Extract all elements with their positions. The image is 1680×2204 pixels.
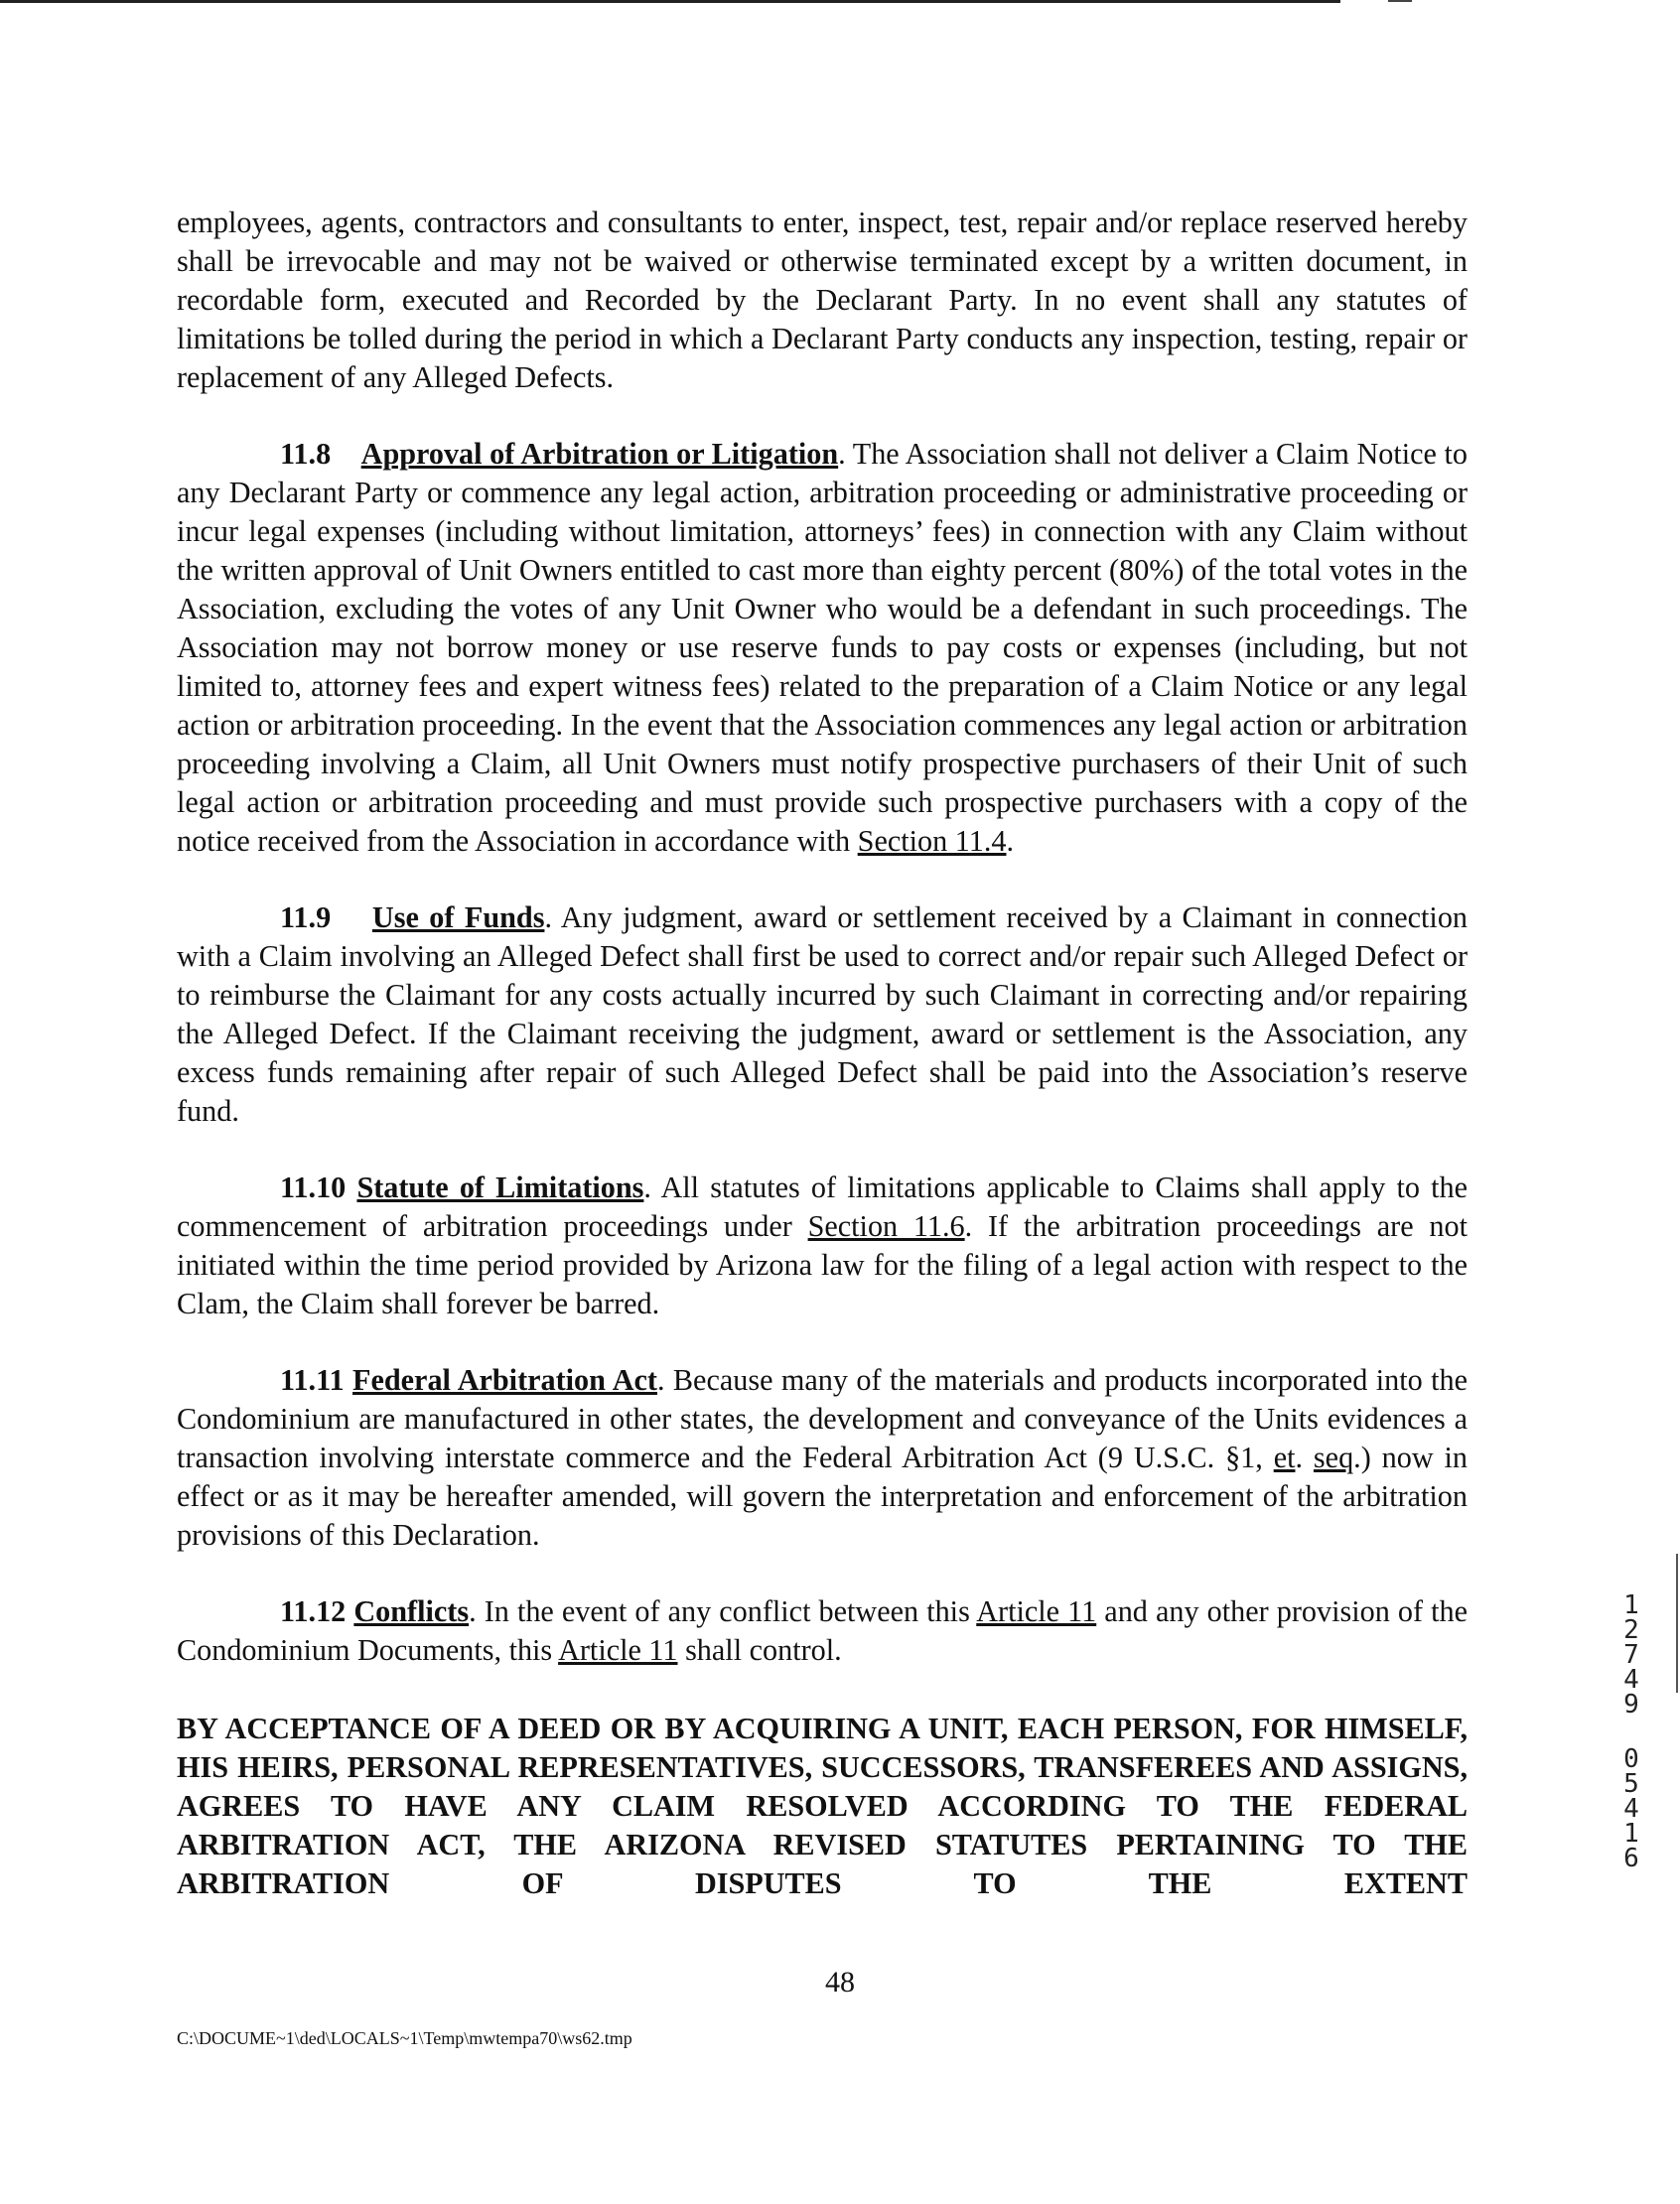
section-text-end: .) now in effect or as it may be hereafter amended, will govern the interpretation and enforcement of the arbitration provisions of this Declaration. bbox=[177, 1441, 1469, 1552]
top-scan-dash bbox=[1388, 0, 1412, 2]
section-heading: Use of Funds bbox=[371, 900, 545, 934]
section-heading: Conflicts bbox=[353, 1594, 470, 1628]
recording-stamp-part-1: 1 2 7 4 9 bbox=[1623, 1590, 1639, 1720]
recording-stamp-part-2: 0 5 4 1 6 bbox=[1623, 1744, 1639, 1873]
section-text-end: . If the arbitration proceedings are not initiated within the time period provided by Arizona law for the filing of a legal action with respect to the Clam, the Claim shall forever be barred. bbox=[177, 1209, 1468, 1320]
page-number: 48 bbox=[825, 1966, 855, 1998]
section-number: 11.11 bbox=[280, 1363, 345, 1397]
section-number: 11.10 bbox=[280, 1171, 347, 1204]
section-text: . In the event of any conflict between this bbox=[469, 1594, 977, 1628]
section-text-end: . bbox=[1006, 824, 1015, 858]
acceptance-caps-text: BY ACCEPTANCE OF A DEED OR BY ACQUIRING A UNIT, EACH PERSON, FOR HIMSELF, HIS HEIRS, PERSONAL REPRESENTATIVES, SUCCESSORS, TRANSFEREES AND ASSIGNS, AGREES TO HAVE ANY CLAIM RESOLVED ACCORDING TO THE FEDERAL ARBITRATION ACT, THE ARIZONA REVISED STATUTES PERTAINING TO THE ARBITRATION OF DISPUTES TO THE EXTENT bbox=[177, 1712, 1468, 1900]
section-heading: Federal Arbitration Act bbox=[352, 1363, 657, 1397]
section-text: . Because many of the materials and products incorporated into the Condominium are manufactured in other states, the development and conveyance of the Units evidences a transaction involving interstate commerce and the Federal Arbitration Act (9 U.S.C. §1, bbox=[177, 1363, 1468, 1474]
file-path-footer: C:\DOCUME~1\ded\LOCALS~1\Temp\mwtempa70\ws62.tmp bbox=[177, 2028, 632, 2048]
article-reference: Article 11 bbox=[976, 1594, 1097, 1628]
paragraph-intro bbox=[177, 204, 1468, 397]
section-number: 11.12 bbox=[280, 1594, 347, 1628]
et-text: et bbox=[1273, 1441, 1296, 1474]
section-11-12 bbox=[177, 1592, 1468, 1670]
document-page-body bbox=[177, 204, 1468, 1903]
section-text: . Any judgment, award or settlement received by a Claimant in connection with a Claim involving an Alleged Defect shall first be used to correct and/or repair such Alleged Defect or to reimburse the Claimant for any costs actually incurred by such Claimant in correcting and/or repairing the Alleged Defect. If the Claimant receiving the judgment, award or settlement is the Association, any excess funds remaining after repair of such Alleged Defect shall be paid into the Association’s reserve fund. bbox=[177, 900, 1469, 1128]
section-heading: Statute of Limitations bbox=[356, 1171, 644, 1204]
seq-text: seq bbox=[1313, 1441, 1354, 1474]
section-11-10 bbox=[177, 1169, 1468, 1323]
section-text: . All statutes of limitations applicable to Claims shall apply to the commencement of arbitration proceedings under bbox=[177, 1171, 1468, 1243]
et-seq-separator: . bbox=[1295, 1441, 1314, 1474]
section-text-middle: and any other provision of the Condominium Documents, this bbox=[177, 1594, 1468, 1667]
section-number: 11.8 bbox=[280, 437, 332, 471]
article-reference: Article 11 bbox=[558, 1633, 678, 1667]
section-number: 11.9 bbox=[280, 900, 332, 934]
scan-edge-mark bbox=[1676, 1554, 1678, 1693]
section-11-8 bbox=[177, 435, 1468, 861]
section-11-9 bbox=[177, 898, 1468, 1131]
section-text: . The Association shall not deliver a Claim Notice to any Declarant Party or commence any legal action, arbitration proceeding or administrative proceeding or incur legal expenses (including without limitation, attorneys’ fees) in connection with any Claim without the written approval of Unit Owners entitled to cast more than eighty percent (80%) of the total votes in the Association, excluding the votes of any Unit Owner who would be a defendant in such proceedings. The Association may not borrow money or use reserve funds to pay costs or expenses (including, but not limited to, attorney fees and expert witness fees) related to the preparation of a Claim Notice or any legal action or arbitration proceeding. In the event that the Association commences any legal action or arbitration proceeding involving a Claim, all Unit Owners must notify prospective purchasers of their Unit of such legal action or arbitration proceeding and must provide such prospective purchasers with a copy of the notice received from the Association in accordance with bbox=[177, 437, 1469, 858]
section-11-11 bbox=[177, 1361, 1468, 1555]
top-scan-rule bbox=[0, 0, 1340, 3]
section-reference: Section 11.4 bbox=[857, 824, 1007, 858]
section-reference: Section 11.6 bbox=[807, 1209, 965, 1243]
acceptance-caps-paragraph bbox=[177, 1710, 1468, 1903]
section-text-end: shall control. bbox=[677, 1633, 842, 1667]
section-heading: Approval of Arbitration or Litigation bbox=[360, 437, 839, 471]
paragraph-intro-text: employees, agents, contractors and consultants to enter, inspect, test, repair and/or replace reserved hereby shall be irrevocable and may not be waived or otherwise terminated except by a written document, in recordable form, executed and Recorded by the Declarant Party. In no event shall any statutes of limitations be tolled during the period in which a Declarant Party conducts any inspection, testing, repair or replacement of any Alleged Defects. bbox=[177, 206, 1468, 394]
